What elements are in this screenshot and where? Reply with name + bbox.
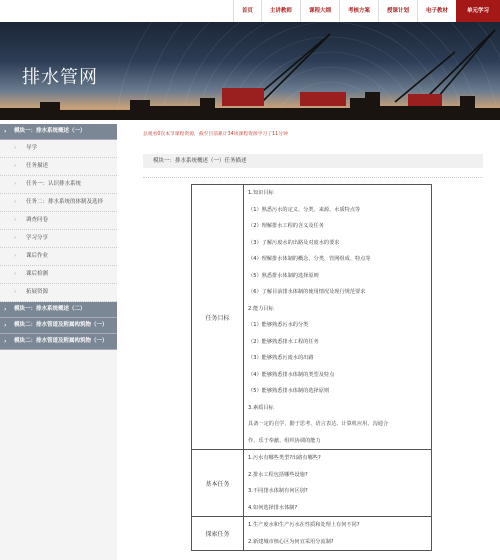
sidebar-item-task-desc[interactable] [0,158,117,176]
top-nav-items [233,0,456,22]
sidebar-item-task-2[interactable] [0,194,117,212]
sidebar-module-2-1[interactable] [0,318,117,334]
main-content [143,124,483,545]
chevron-right-icon: › [14,253,17,259]
sidebar-module-label: 模块一：排水系统概述（二） [14,306,86,312]
chevron-right-icon: › [14,271,17,277]
top-nav [0,0,500,22]
chevron-right-icon: › [4,322,7,329]
chevron-right-icon: › [14,145,17,151]
sidebar [0,124,117,560]
sidebar-module-label: 模块一：排水系统概述（一） [14,128,86,134]
nav-unit-study[interactable]: 单元学习 [456,0,500,22]
row-label: 探索任务 [192,517,244,551]
list-item: （2）能够熟悉排水工程的任务 [248,338,319,345]
list-item: 3.不同排水体制有何区别? [248,488,308,494]
list-item: 作、乐于奉献、组织协调的能力 [248,437,321,444]
list-item: （1）熟悉污水的定义、分类、来源、水质特点等 [248,206,361,213]
sidebar-item-quiz[interactable] [0,266,117,284]
list-item: （5）熟悉排水体制的选择原则 [248,272,319,279]
chevron-right-icon: › [14,289,17,295]
list-item: 1.污水有哪些类型?出路有哪些? [248,455,321,461]
site-title: 排水管网 [22,67,98,88]
chevron-right-icon: › [14,163,17,169]
sidebar-module-label: 模块二：排水管道及附属构筑物（一） [14,322,108,328]
sidebar-module-1-2[interactable] [0,302,117,318]
list-item: 2.能力目标 [248,305,274,312]
sidebar-item-label: 调查问卷 [26,217,49,223]
sidebar-item-guide[interactable] [0,140,117,158]
list-item: （1）能够熟悉污水的分类 [248,322,309,328]
nav-assessment[interactable]: 考核方案 [339,0,378,22]
nav-schedule[interactable]: 授课计划 [378,0,417,22]
list-item: 4.如何选择排水体制? [248,504,298,511]
chevron-right-icon: › [14,199,17,205]
chevron-right-icon: › [14,235,17,241]
progress-notice: 总观看0次本节课程资源，截至目前累计34项课程资源学习了11分钟 [143,132,288,137]
chevron-right-icon: › [4,128,7,135]
list-item: （6）了解目前排水体制的使用情况及现行规范要求 [248,289,366,295]
list-item: 2.新建城市核心区为何宜采用分流制? [248,538,334,545]
sidebar-item-label: 课后检测 [26,271,49,277]
sidebar-item-share[interactable] [0,230,117,248]
sidebar-module-2-2[interactable] [0,334,117,350]
list-item: （4）能够熟悉排水体制的类型及特点 [248,371,335,378]
list-item: 1.知识目标 [248,190,274,196]
sidebar-module-1-1[interactable] [0,124,117,140]
sidebar-item-task-1[interactable] [0,176,117,194]
row-content [244,185,432,450]
list-item: （3）了解污废水的出路及对废水的要求 [248,239,340,246]
task-goals-table [191,184,432,551]
sidebar-item-label: 学习分享 [26,235,49,241]
sidebar-module-label: 模块二：排水管道及附属构筑物（一） [14,338,108,344]
table-row [192,450,432,517]
nav-teachers[interactable]: 主讲教师 [261,0,300,22]
sidebar-item-label: 任务描述 [26,163,49,169]
row-label: 基本任务 [192,450,244,517]
sidebar-item-survey[interactable] [0,212,117,230]
chevron-right-icon: › [4,306,7,313]
sidebar-item-label: 导学 [26,145,38,151]
table-row [192,517,432,551]
breadcrumb: 模块一：排水系统概述（一）任务描述 [143,154,483,168]
sidebar-item-homework[interactable] [0,248,117,266]
list-item: 具备一定的自学、勤于思考、语言表达、计算机应用、沟通合 [248,421,389,427]
list-item: 2.排水工程包括哪些设施? [248,471,308,478]
table-row [192,185,432,450]
sidebar-item-label: 任务一：认识排水系统 [26,181,82,187]
row-content [244,517,432,551]
list-item: （2）理解排水工程的含义及任务 [248,223,324,229]
sidebar-item-label: 任务二：排水系统的体制及选择 [26,199,104,205]
nav-syllabus[interactable]: 课程大纲 [300,0,339,22]
list-item: （4）理解排水体制的概念、分类、管网组成、特点等 [248,256,371,262]
list-item: （5）能够熟悉排水体制的选择原则 [248,388,330,394]
list-item: （3）能够熟悉污废水的出路 [248,355,314,361]
list-item: 1.生产废水和生产污水在性质和处理上有何不同? [248,522,360,528]
sidebar-item-resources[interactable] [0,284,117,302]
sidebar-item-label: 课后作业 [26,253,49,259]
chevron-right-icon: › [4,338,7,345]
nav-ebook[interactable]: 电子教材 [417,0,456,22]
banner [0,22,500,120]
list-item: 3.素质目标 [248,404,274,411]
divider [143,177,483,178]
nav-home[interactable]: 首页 [233,0,261,22]
chevron-right-icon: › [14,217,17,223]
sidebar-item-label: 拓展资源 [26,289,49,295]
chevron-right-icon: › [14,181,17,187]
row-label: 任务目标 [192,185,244,450]
row-content [244,450,432,517]
